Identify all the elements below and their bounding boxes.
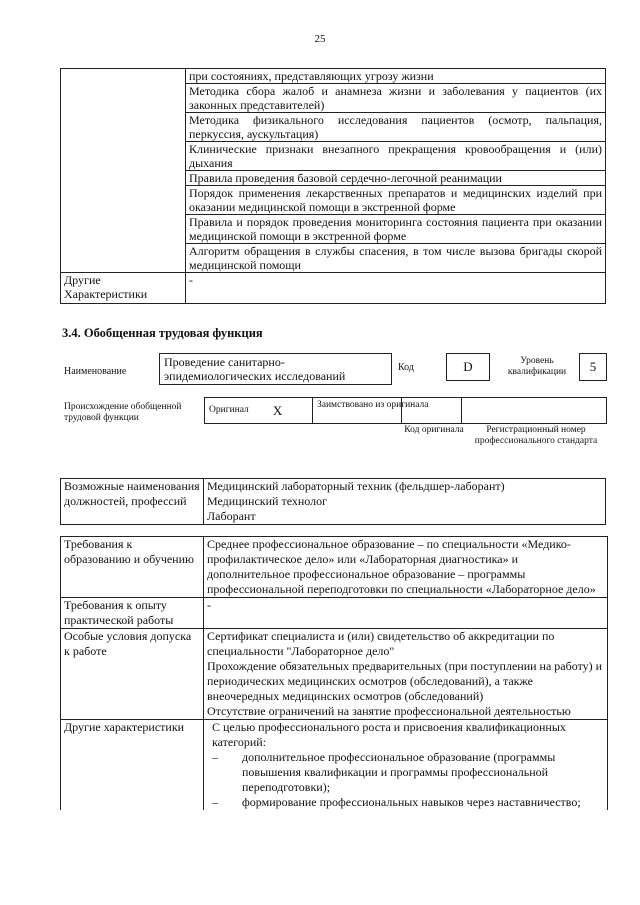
- table-cell: Правила и порядок проведения мониторинга состояния пациента при оказании медицинской помощи в экстренной форме: [186, 215, 606, 244]
- code-original-label: Код оригинала: [404, 425, 464, 435]
- education-value: Среднее профессиональное образование – по специальности «Медико-профилактическое дело» или «Лабораторная диагностика» и дополнительное профессиональное образование – программы профессиональной переподготовки по специальности «Лабораторное дело»: [204, 537, 608, 598]
- condition-item: Отсутствие ограничений на занятие профессиональной деятельностью: [207, 704, 571, 718]
- reg-number-label: Регистрационный номер профессионального стандарта: [474, 425, 598, 446]
- table-row: [61, 598, 608, 629]
- education-label: Требования к образованию и обучению: [61, 537, 204, 598]
- borrowed-label: Заимствовано из оригинала: [317, 400, 429, 410]
- table-cell: Клинические признаки внезапного прекращения кровообращения и (или) дыхания: [186, 142, 606, 171]
- position-item: Медицинский технолог: [207, 494, 328, 508]
- table-cell: Правила проведения базовой сердечно-легочной реанимации: [186, 171, 606, 186]
- other-intro: С целью профессионального роста и присвоения квалификационных категорий:: [212, 720, 566, 749]
- requirements-table: [60, 536, 608, 810]
- other-item-text: дополнительное профессиональное образование (программы повышения квалификации и программы профессиональной переподготовки);: [242, 750, 556, 794]
- other-characteristics-value: -: [186, 273, 606, 304]
- other-item: [212, 795, 604, 810]
- conditions-label: Особые условия допуска к работе: [61, 629, 204, 720]
- table-cell: при состояниях, представляющих угрозу жизни: [186, 69, 606, 84]
- position-item: Лаборант: [207, 509, 256, 523]
- page-number: 25: [314, 33, 326, 45]
- other-item: [212, 750, 604, 795]
- table-cell: Алгоритм обращения в службы спасения, в том числе вызова бригады скорой медицинской помощи: [186, 244, 606, 273]
- original-mark: X: [272, 402, 283, 418]
- code-value: D: [446, 353, 490, 381]
- conditions-values: [204, 629, 608, 720]
- original-cell: [205, 398, 313, 423]
- dash-mark: –: [212, 795, 218, 809]
- reg-number-box: [461, 397, 607, 424]
- dash-mark: –: [212, 750, 218, 764]
- name-value: Проведение санитарно-эпидемиологических исследований: [159, 353, 392, 385]
- table-row: [61, 720, 608, 811]
- table-row: [61, 629, 608, 720]
- empty-cell: [61, 69, 186, 273]
- positions-label: Возможные наименования должностей, профессий: [61, 479, 204, 525]
- other-label: Другие характеристики: [61, 720, 204, 811]
- table-row: [61, 537, 608, 598]
- table-row: [61, 479, 606, 525]
- level-label: Уровень квалификации: [507, 356, 567, 377]
- condition-item: Сертификат специалиста и (или) свидетельство об аккредитации по специальности "Лабораторное дело": [207, 629, 555, 658]
- level-value: 5: [579, 353, 607, 381]
- knowledge-table: [60, 68, 606, 304]
- position-item: Медицинский лабораторный техник (фельдшер-лаборант): [207, 479, 505, 493]
- other-item-text: формирование профессиональных навыков через наставничество;: [242, 795, 581, 809]
- table-cell: Порядок применения лекарственных препаратов и медицинских изделий при оказании медицинской помощи в экстренной форме: [186, 186, 606, 215]
- positions-table: [60, 478, 606, 525]
- code-label: Код: [398, 362, 414, 373]
- code-original-box: [401, 397, 462, 424]
- other-values: [204, 720, 608, 811]
- original-label: Оригинал: [209, 405, 249, 415]
- origin-label: Происхождение обобщенной трудовой функции: [64, 402, 182, 423]
- table-row: [61, 273, 606, 304]
- section-title: 3.4. Обобщенная трудовая функция: [62, 326, 263, 340]
- other-characteristics-label: Другие Характеристики: [61, 273, 186, 304]
- experience-value: -: [204, 598, 608, 629]
- table-row: [61, 69, 606, 84]
- name-label: Наименование: [64, 366, 127, 377]
- experience-label: Требования к опыту практической работы: [61, 598, 204, 629]
- table-cell: Методика физикального исследования пациентов (осмотр, пальпация, перкуссия, аускультация): [186, 113, 606, 142]
- condition-item: Прохождение обязательных предварительных (при поступлении на работу) и периодических медицинских осмотров (обследований), а также внеочередных медицинских осмотров (обследований): [207, 659, 603, 703]
- positions-values: [204, 479, 606, 525]
- table-cell: Методика сбора жалоб и анамнеза жизни и заболевания у пациентов (их законных представителей): [186, 84, 606, 113]
